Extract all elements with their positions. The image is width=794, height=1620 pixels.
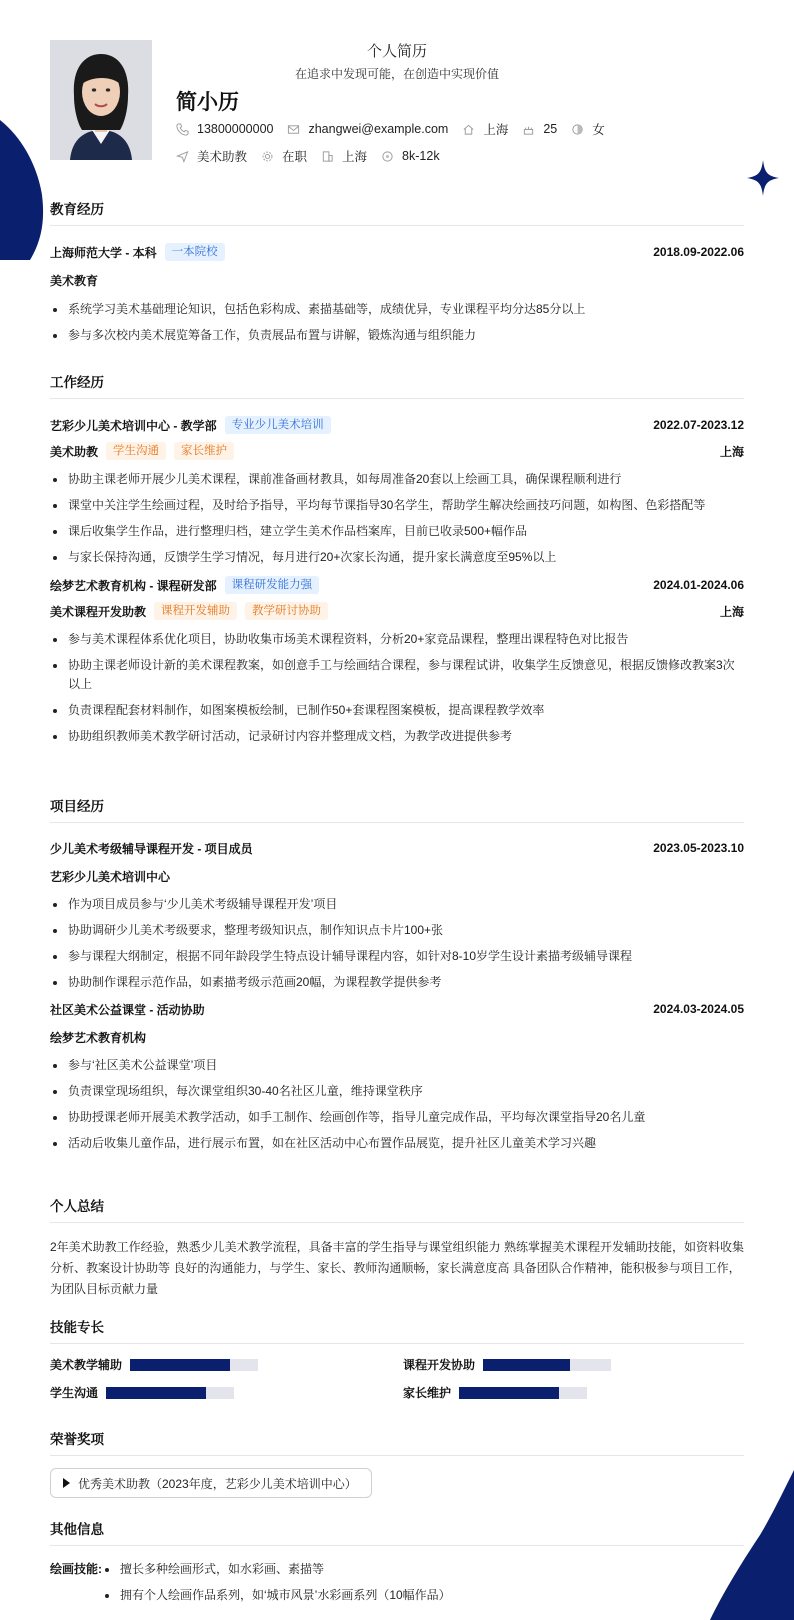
email-item (287, 122, 448, 136)
hometown-value: 上海 (483, 123, 509, 137)
salary-item (381, 149, 440, 163)
list-item: 协助授课老师开展美术教学活动，如手工制作、绘画创作等，指导儿童完成作品，平均每次课堂指导20名儿童 (50, 1108, 744, 1127)
education-section (50, 198, 744, 352)
awards-title: 荣誉奖项 (50, 1428, 744, 1456)
city-item (321, 147, 367, 165)
list-item: 课堂中关注学生绘画过程，及时给予指导，平均每节课指导30名学生，帮助学生解决绘画技巧问题，如构图、色彩搭配等 (50, 496, 744, 515)
project-bullets (50, 1056, 744, 1153)
project-date: 2024.03-2024.05 (653, 1002, 744, 1016)
skill-item (50, 1356, 258, 1373)
resume-header (50, 40, 744, 170)
list-item: 系统学习美术基础理论知识，包括色彩构成、素描基础等，成绩优异，专业课程平均分达85分以上 (50, 300, 744, 319)
role-name: 美术课程开发助教 (50, 604, 147, 619)
skill-bar-fill (483, 1359, 570, 1371)
job-location: 上海 (719, 444, 744, 459)
job-location: 上海 (719, 604, 744, 619)
other-bullets (102, 1560, 744, 1612)
project-org-row (50, 1027, 744, 1047)
job-bullets (50, 470, 744, 567)
home-icon (462, 123, 475, 136)
awards-section (50, 1428, 744, 1498)
company-tag: 专业少儿美术培训 (225, 416, 331, 434)
phone-item (176, 122, 273, 136)
school-name: 上海师范大学 - 本科 (50, 245, 157, 260)
skill-item (403, 1356, 611, 1373)
list-item: 负责课程配套材料制作，如图案模板绘制，已制作50+套课程图案模板，提高课程教学效率 (50, 701, 744, 720)
project-date: 2023.05-2023.10 (653, 841, 744, 855)
motto: 在追求中发现可能，在创造中实现价值 (294, 67, 499, 81)
candidate-name: 简小历 (176, 91, 239, 114)
profile-photo (50, 40, 152, 160)
age-item (522, 122, 557, 136)
project-head (50, 999, 744, 1019)
list-item: 参与多次校内美术展览筹备工作，负责展品布置与讲解，锻炼沟通与组织能力 (50, 326, 744, 345)
project-name: 社区美术公益课堂 - 活动协助 (50, 1002, 205, 1017)
job-date: 2024.01-2024.06 (653, 578, 744, 592)
skill-bar-fill (130, 1359, 230, 1371)
skill-bar (459, 1387, 587, 1399)
building-icon (321, 150, 334, 163)
list-item: 拥有个人绘画作品系列，如‘城市风景’水彩画系列（10幅作品） (102, 1586, 744, 1605)
role-tag: 教学研讨协助 (245, 602, 328, 620)
coin-icon (381, 150, 394, 163)
project-org: 艺彩少儿美术培训中心 (50, 869, 171, 884)
major-name: 美术教育 (50, 273, 99, 288)
phone-icon (176, 123, 189, 136)
email-value: zhangwei@example.com (308, 122, 449, 136)
gender-icon (571, 123, 584, 136)
skill-item (403, 1384, 587, 1401)
status-value: 在职 (282, 150, 308, 164)
skill-name: 美术教学辅助 (50, 1358, 123, 1372)
contact-row (176, 120, 619, 138)
other-title: 其他信息 (50, 1518, 744, 1546)
company-tag: 课程研发能力强 (225, 576, 320, 594)
project-title: 项目经历 (50, 795, 744, 823)
job-role-row (50, 601, 744, 621)
list-item: 负责课堂现场组织，每次课堂组织30-40名社区儿童，维持课堂秩序 (50, 1082, 744, 1101)
skill-name: 家长维护 (403, 1386, 452, 1400)
skill-bar-fill (459, 1387, 559, 1399)
job-date: 2022.07-2023.12 (653, 418, 744, 432)
education-major-row (50, 270, 744, 290)
education-title: 教育经历 (50, 198, 744, 226)
project-org-row (50, 866, 744, 886)
list-item: 参与美术课程体系优化项目，协助收集市场美术课程资料，分析20+家竞品课程，整理出课程特色对比报告 (50, 630, 744, 649)
age-value: 25 (543, 122, 558, 136)
summary-title: 个人总结 (50, 1195, 744, 1223)
portrait-illustration (50, 40, 152, 160)
project-bullets (50, 895, 744, 992)
list-item: 参与‘社区美术公益课堂’项目 (50, 1056, 744, 1075)
send-icon (176, 150, 189, 163)
project-section (50, 795, 744, 1160)
triangle-bullet-icon (63, 1478, 70, 1488)
company-name: 绘梦艺术教育机构 - 课程研发部 (50, 578, 217, 593)
position-item (176, 147, 247, 165)
education-bullets (50, 300, 744, 345)
skill-bar-fill (106, 1387, 206, 1399)
job-intent-row (176, 147, 454, 165)
list-item: 协助主课老师设计新的美术课程教案，如创意手工与绘画结合课程，参与课程试讲，收集学生反馈意见，根据反馈修改教案3次以上 (50, 656, 744, 694)
list-item: 活动后收集儿童作品，进行展示布置，如在社区活动中心布置作品展览，提升社区儿童美术学习兴趣 (50, 1134, 744, 1153)
document-title: 个人简历 (366, 43, 427, 60)
school-tag: 一本院校 (165, 243, 225, 261)
list-item: 参与课程大纲制定，根据不同年龄段学生特点设计辅导课程内容，如针对8-10岁学生设计素描考级辅导课程 (50, 947, 744, 966)
list-item: 协助主课老师开展少儿美术课程，课前准备画材教具，如每周准备20套以上绘画工具，确保课程顺利进行 (50, 470, 744, 489)
cake-icon (522, 123, 535, 136)
skill-bar (130, 1359, 258, 1371)
job-entry-1 (50, 415, 744, 567)
status-item (261, 147, 307, 165)
job-head (50, 575, 744, 595)
role-name: 美术助教 (50, 444, 99, 459)
phone-value: 13800000000 (197, 122, 274, 136)
salary-value: 8k-12k (402, 149, 440, 163)
skill-name: 学生沟通 (50, 1386, 99, 1400)
gear-icon (261, 150, 274, 163)
list-item: 擅长多种绘画形式，如水彩画、素描等 (102, 1560, 744, 1579)
project-entry-2 (50, 999, 744, 1153)
list-item: 课后收集学生作品，进行整理归档，建立学生美术作品档案库，目前已收录500+幅作品 (50, 522, 744, 541)
education-date: 2018.09-2022.06 (653, 245, 744, 259)
other-info-row (50, 1560, 744, 1612)
role-tag: 学生沟通 (106, 442, 166, 460)
hometown-item (462, 120, 508, 138)
list-item: 协助调研少儿美术考级要求，整理考级知识点，制作知识点卡片100+张 (50, 921, 744, 940)
other-section (50, 1518, 744, 1612)
city-value: 上海 (342, 150, 368, 164)
position-value: 美术助教 (197, 150, 248, 164)
summary-text: 2年美术助教工作经验，熟悉少儿美术教学流程，具备丰富的学生指导与课堂组织能力 熟练掌握美术课程开发辅助技能，如资料收集分析、教案设计协助等 良好的沟通能力，与学生、家长、教师沟通顺畅，家长满意度高 具备团队合作精神，能积极参与项目工作，为团队目标贡献力量 (50, 1240, 745, 1296)
education-entry-head (50, 242, 744, 262)
list-item: 与家长保持沟通，反馈学生学习情况，每月进行20+次家长沟通，提升家长满意度至95%以上 (50, 548, 744, 567)
skills-section (50, 1316, 744, 1406)
work-title: 工作经历 (50, 371, 744, 399)
award-text: 优秀美术助教（2023年度，艺彩少儿美术培训中心） (78, 1476, 357, 1491)
project-org: 绘梦艺术教育机构 (50, 1030, 147, 1045)
company-name: 艺彩少儿美术培训中心 - 教学部 (50, 418, 217, 433)
skill-bar (483, 1359, 611, 1371)
job-role-row (50, 441, 744, 461)
gender-value: 女 (592, 123, 605, 137)
gender-item (571, 120, 605, 138)
skill-name: 课程开发协助 (403, 1358, 476, 1372)
role-tag: 家长维护 (174, 442, 234, 460)
skills-title: 技能专长 (50, 1316, 744, 1344)
mail-icon (287, 123, 300, 136)
project-head (50, 838, 744, 858)
job-entry-2 (50, 575, 744, 746)
skill-item (50, 1384, 234, 1401)
project-entry-1 (50, 838, 744, 992)
list-item: 协助组织教师美术教学研讨活动，记录研讨内容并整理成文档，为教学改进提供参考 (50, 727, 744, 746)
other-label: 绘画技能: (50, 1562, 102, 1576)
project-name: 少儿美术考级辅导课程开发 - 项目成员 (50, 841, 253, 856)
role-tag: 课程开发辅助 (154, 602, 237, 620)
summary-section (50, 1195, 744, 1300)
list-item: 协助制作课程示范作品，如素描考级示范画20幅，为课程教学提供参考 (50, 973, 744, 992)
skill-bar (106, 1387, 234, 1399)
job-bullets (50, 630, 744, 746)
work-section (50, 371, 744, 753)
award-item (50, 1468, 372, 1498)
list-item: 作为项目成员参与‘少儿美术考级辅导课程开发’项目 (50, 895, 744, 914)
job-head (50, 415, 744, 435)
